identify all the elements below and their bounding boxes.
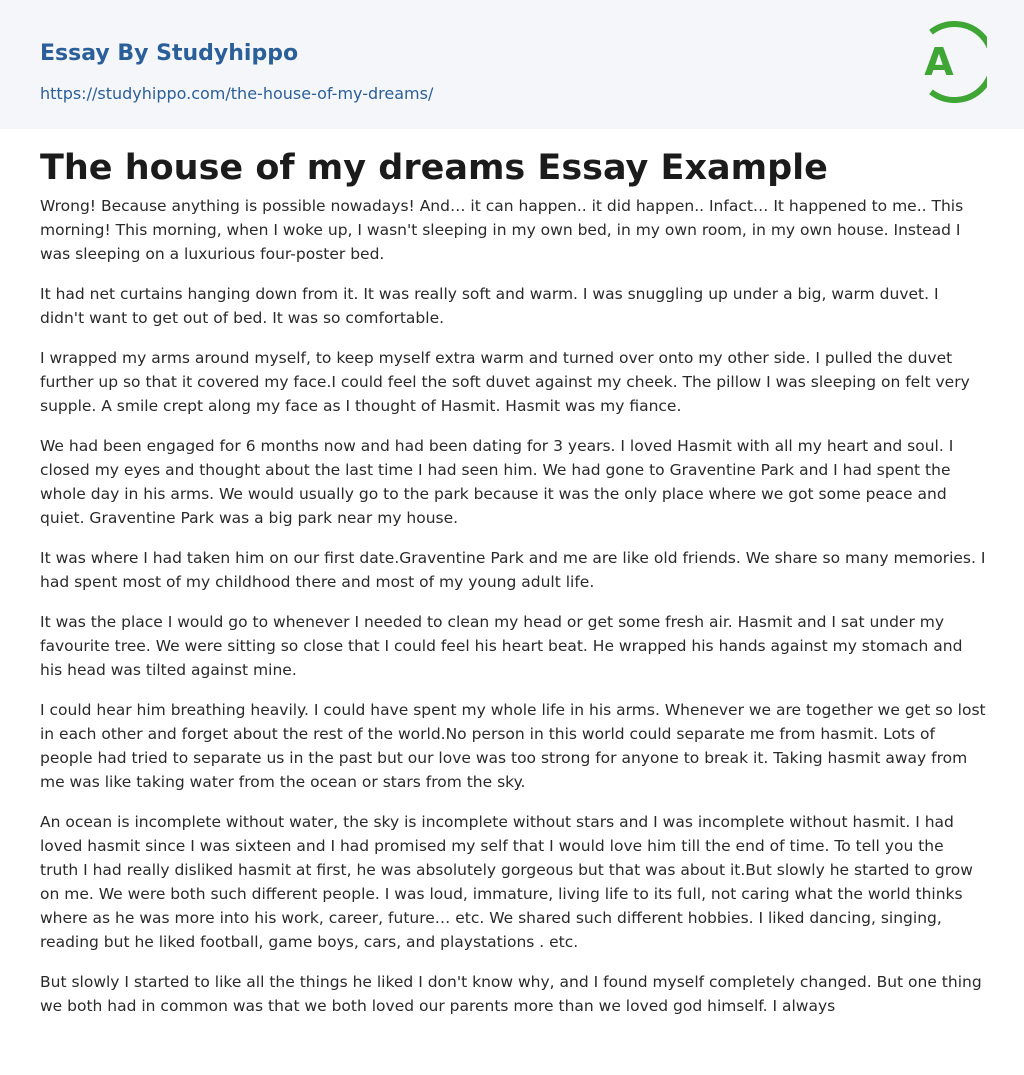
- article: [40, 147, 986, 1034]
- site-brand[interactable]: Essay By Studyhippo: [40, 41, 299, 66]
- paragraph: I wrapped my arms around myself, to keep myself extra warm and turned over onto my other side. I pulled the duvet further up so that it covered my face.I could feel the soft duvet against my cheek. The pillow I was sleeping on felt very supple. A smile crept along my face as I thought of Hasmit. Hasmit was my fiance.: [40, 349, 970, 415]
- paragraph: It was where I had taken him on our first date.Graventine Park and me are like old friends. We share so many memories. I had spent most of my childhood there and most of my young adult life.: [40, 549, 986, 591]
- logo-a-icon[interactable]: [911, 18, 987, 106]
- page-title: The house of my dreams Essay Example: [40, 148, 828, 188]
- site-header: [0, 0, 1024, 129]
- logo-letter: A: [924, 40, 954, 84]
- paragraph: It had net curtains hanging down from it. It was really soft and warm. I was snuggling up under a big, warm duvet. I didn't want to get out of bed. It was so comfortable.: [40, 285, 939, 327]
- paragraph: But slowly I started to like all the things he liked I don't know why, and I found myself completely changed. But one thing we both had in common was that we both loved our parents more than we loved god himself. I always: [40, 973, 982, 1015]
- page-url-link[interactable]: https://studyhippo.com/the-house-of-my-dreams/: [40, 84, 434, 103]
- paragraph: It was the place I would go to whenever I needed to clean my head or get some fresh air. Hasmit and I sat under my favourite tree. We were sitting so close that I could feel his heart beat. He wrapped his hands against my stomach and his head was tilted against mine.: [40, 613, 963, 679]
- paragraph: Wrong! Because anything is possible nowadays! And… it can happen.. it did happen.. Infact… It happened to me.. This morning! This morning, when I woke up, I wasn't sleeping in my own bed, in my own room, in my own house. Instead I was sleeping on a luxurious four-poster bed.: [40, 197, 964, 263]
- paragraph: I could hear him breathing heavily. I could have spent my whole life in his arms. Whenever we are together we get so lost in each other and forget about the rest of the world.No person in this world could separate me from hasmit. Lots of people had tried to separate us in the past but our love was too strong for anyone to break it. Taking hasmit away from me was like taking water from the ocean or stars from the sky.: [40, 701, 986, 791]
- paragraph: We had been engaged for 6 months now and had been dating for 3 years. I loved Hasmit with all my heart and soul. I closed my eyes and thought about the last time I had seen him. We had gone to Graventine Park and I had spent the whole day in his arms. We would usually go to the park because it was the only place where we got some peace and quiet. Graventine Park was a big park near my house.: [40, 437, 954, 527]
- paragraph: An ocean is incomplete without water, the sky is incomplete without stars and I was incomplete without hasmit. I had loved hasmit since I was sixteen and I had promised my self that I would love him till the end of time. To tell you the truth I had really disliked hasmit at first, he was absolutely gorgeous but that was about it.But slowly he started to grow on me. We were both such different people. I was loud, immature, living life to its full, not caring what the world thinks where as he was more into his work, career, future… etc. We shared such different hobbies. I liked dancing, singing, reading but he liked football, game boys, cars, and playstations . etc.: [40, 813, 973, 951]
